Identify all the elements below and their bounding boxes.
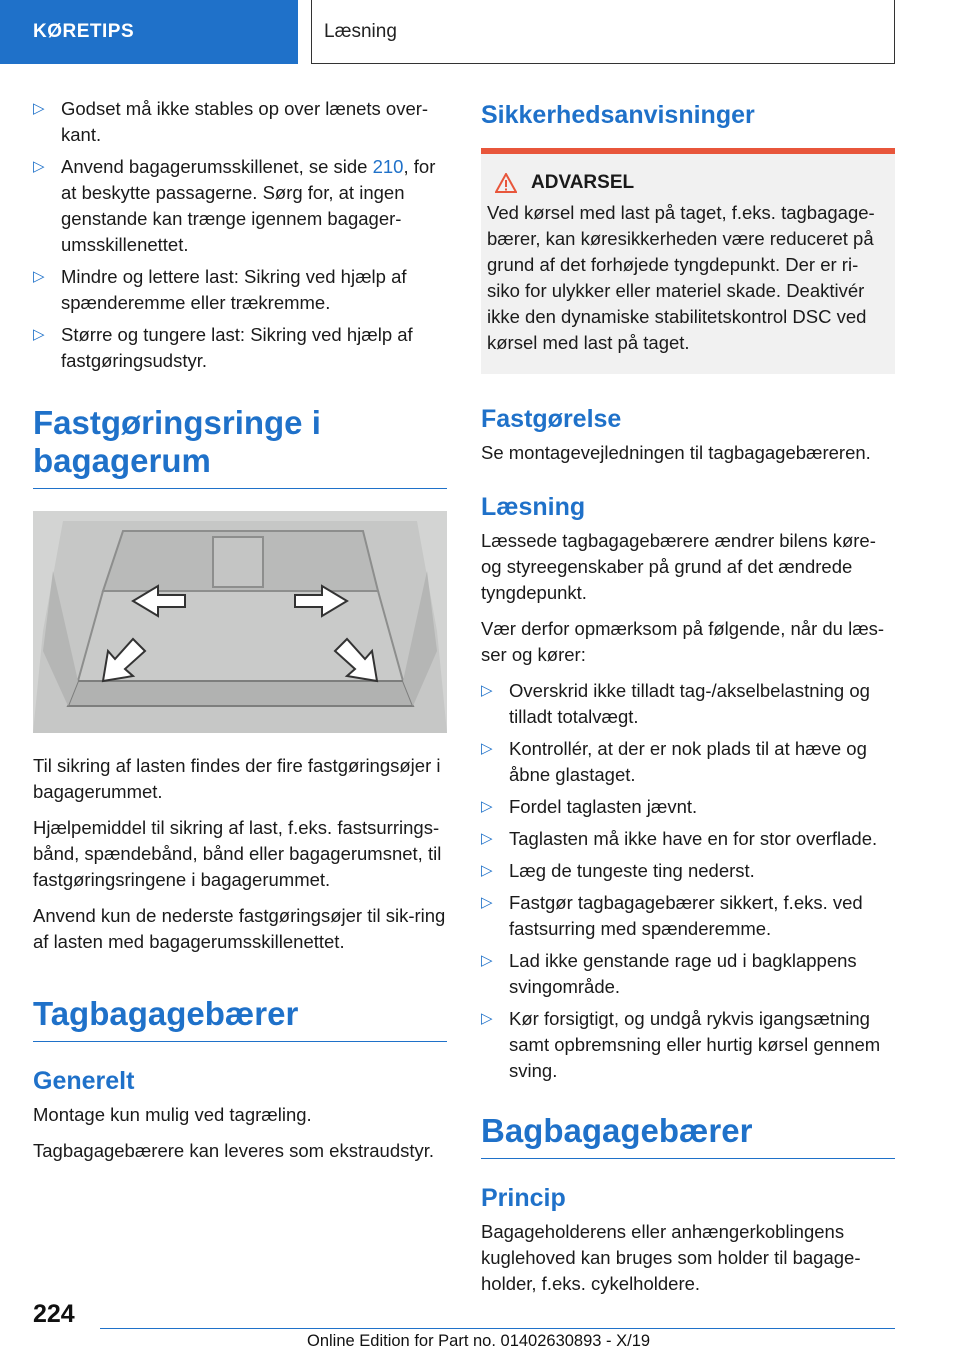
paragraph: Se montagevejledningen til tagbagagebæreren. <box>481 442 871 463</box>
paragraph: Vær derfor opmærksom på følgende, når du læs-ser og kører: <box>481 618 885 665</box>
list-item: ▷ Lad ikke genstande rage ud i bagklappens svingområde. <box>481 950 857 997</box>
paragraph: Læssede tagbagagebærere ændrer bilens køre- og styreegenskaber på grund af det ændrede tyngdepunkt. <box>481 530 876 603</box>
footer-divider <box>100 1328 895 1329</box>
warning-text: Ved kørsel med last på taget, f.eks. tagbagage-bærer, kan køresikkerheden være reduceret på grund af det forhøjede tyngdepunkt. Der er ri-siko for ulykker eller materiel skade. Deaktivér ikke den dynamiske stabilitetskontrol DSC ved kørsel med last på taget. <box>487 202 875 353</box>
paragraph: Montage kun mulig ved tagræling. <box>33 1104 312 1125</box>
list-item: ▷ Godset må ikke stables op over lænets over-kant. <box>33 98 429 145</box>
page-link[interactable]: 210 <box>372 156 404 177</box>
heading-loading: Læsning <box>481 493 586 521</box>
page-number: 224 <box>33 1300 75 1328</box>
triangle-bullet-icon: ▷ <box>481 682 493 699</box>
triangle-bullet-icon: ▷ <box>481 798 493 815</box>
paragraph: Anvend kun de nederste fastgøringsøjer til sik-ring af lasten med bagagerumsskillenettet. <box>33 905 446 952</box>
list-item: ▷ Anvend bagagerumsskillenet, se side 210, for at beskytte passagerne. Sørg for, at ingen genstande kan trænge igennem bagager-umsskillenettet. <box>33 156 436 255</box>
heading-fastening: Fastgørelse <box>481 405 622 433</box>
topic-tab <box>311 0 895 64</box>
heading-roof-rack: Tagbagagebærer <box>33 995 447 1042</box>
triangle-bullet-icon: ▷ <box>481 894 493 911</box>
heading-safety: Sikkerhedsanvisninger <box>481 101 755 129</box>
paragraph: Bagageholderens eller anhængerkoblingens kuglehoved kan bruges som holder til bagage-holder, f.eks. cykelholdere. <box>481 1221 861 1294</box>
heading-principle: Princip <box>481 1184 566 1212</box>
triangle-bullet-icon: ▷ <box>481 862 493 879</box>
paragraph: Til sikring af lasten findes der fire fastgøringsøjer i bagagerummet. <box>33 755 441 802</box>
paragraph: Tagbagagebærere kan leveres som ekstraudstyr. <box>33 1140 435 1161</box>
triangle-bullet-icon: ▷ <box>33 158 45 175</box>
triangle-bullet-icon: ▷ <box>481 740 493 757</box>
heading-general: Generelt <box>33 1067 135 1095</box>
list-item: ▷ Overskrid ikke tilladt tag-/akselbelastning og tilladt totalvægt. <box>481 680 870 727</box>
triangle-bullet-icon: ▷ <box>33 326 45 343</box>
paragraph: Hjælpemiddel til sikring af last, f.eks. fastsurrings-bånd, spændebånd, bånd eller bagagerumsnet, til fastgøringsringene i bagagerummet. <box>33 817 442 890</box>
warning-title: ADVARSEL <box>487 172 889 194</box>
list-item: ▷ Kontrollér, at der er nok plads til at hæve og åbne glastaget. <box>481 738 867 785</box>
section-title: KØRETIPS <box>33 21 135 42</box>
edition-text: Online Edition for Part no. 01402630893 - X/19 <box>307 1332 651 1350</box>
list-item: ▷ Læg de tungeste ting nederst. <box>481 858 895 884</box>
top-bullet-list <box>33 96 447 374</box>
triangle-bullet-icon: ▷ <box>33 100 45 117</box>
triangle-bullet-icon: ▷ <box>33 268 45 285</box>
triangle-bullet-icon: ▷ <box>481 830 493 847</box>
triangle-bullet-icon: ▷ <box>481 952 493 969</box>
warning-triangle-icon <box>495 173 517 193</box>
list-item: ▷ Kør forsigtigt, og undgå rykvis igangsætning samt opbremsning eller hurtig kørsel gennem sving. <box>481 1008 881 1081</box>
list-item: ▷ Mindre og lettere last: Sikring ved hjælp af spænderemme eller trækremme. <box>33 266 407 313</box>
section-tab <box>0 0 298 64</box>
list-item: ▷ Taglasten må ikke have en for stor overflade. <box>481 826 895 852</box>
list-item: ▷ Fordel taglasten jævnt. <box>481 794 895 820</box>
loading-bullet-list <box>481 678 895 1084</box>
heading-rings: Fastgøringsringe i bagagerum <box>33 404 447 489</box>
list-item: ▷ Fastgør tagbagagebærer sikkert, f.eks. ved fastsurring med spænderemme. <box>481 892 863 939</box>
triangle-bullet-icon: ▷ <box>481 1010 493 1027</box>
topic-title: Læsning <box>324 20 397 42</box>
left-column <box>33 96 447 1174</box>
warning-box <box>481 148 895 374</box>
right-column <box>481 100 895 1307</box>
trunk-image-icon <box>33 511 447 733</box>
trunk-illustration <box>33 511 447 733</box>
list-item: ▷ Større og tungere last: Sikring ved hjælp af fastgøringsudstyr. <box>33 324 413 371</box>
heading-rear-carrier: Bagbagagebærer <box>481 1112 895 1159</box>
